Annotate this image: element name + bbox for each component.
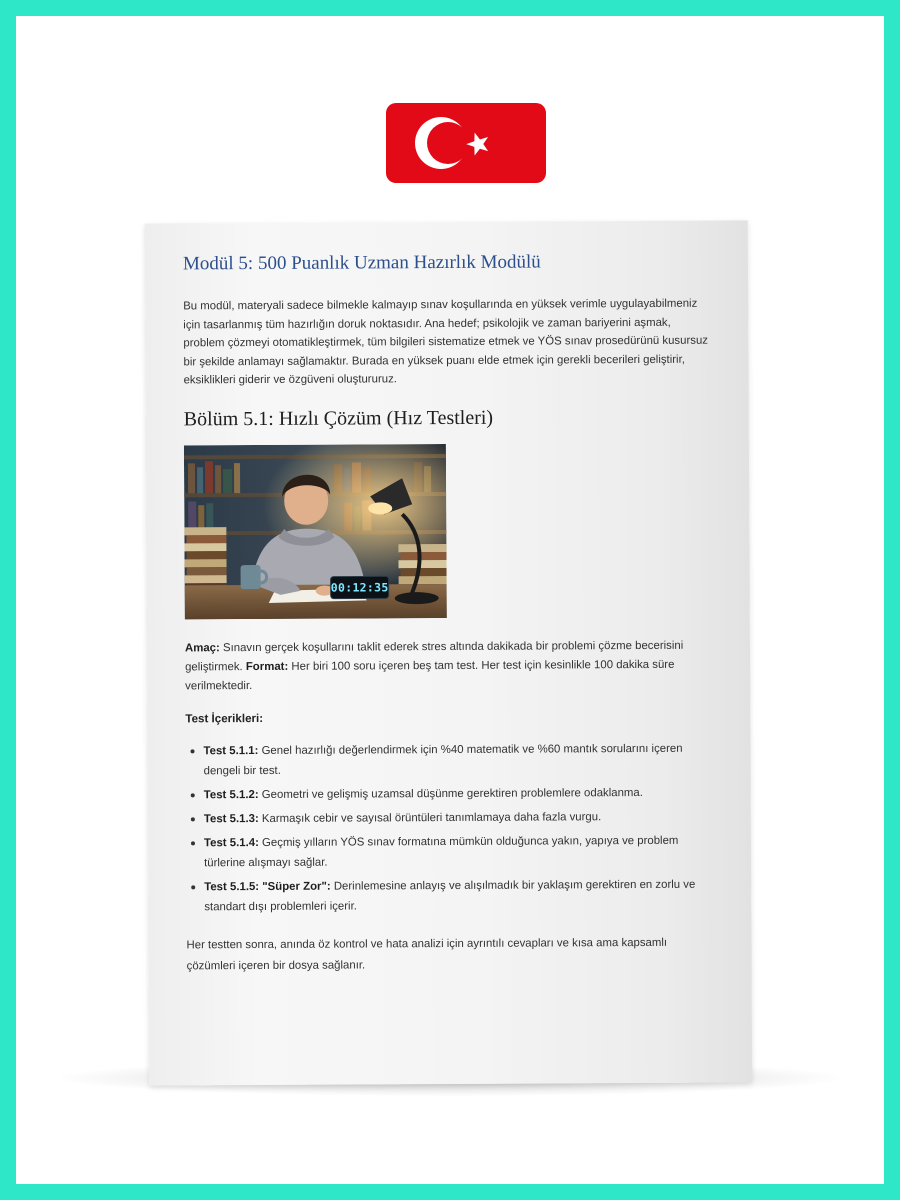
test-description: Derinlemesine anlayış ve alışılmadık bir yaklaşım gerektiren en zorlu ve standart dışı problemleri içerir.: [204, 878, 696, 913]
list-item: [186, 830, 714, 873]
digital-clock-display: 00:12:35: [330, 579, 389, 595]
test-label: Test 5.1.2:: [203, 788, 259, 801]
test-list: [185, 738, 714, 917]
test-label: Test 5.1.5: "Süper Zor":: [204, 880, 331, 893]
list-item: [186, 782, 714, 805]
module-title: Modül 5: 500 Puanlık Uzman Hazırlık Modülü: [182, 251, 541, 275]
test-contents-heading: Test İçerikleri:: [185, 711, 264, 725]
section-title: Bölüm 5.1: Hızlı Çözüm (Hız Testleri): [183, 406, 494, 430]
test-description: Karmaşık cebir ve sayısal örüntüleri tanımlamaya daha fazla vurgu.: [258, 810, 602, 825]
test-label: Test 5.1.1:: [203, 744, 259, 757]
document-page: [145, 220, 753, 1085]
test-description: Genel hazırlığı değerlendirmek için %40 matematik ve %60 mantık sorularını içeren dengeli bir test.: [203, 742, 683, 777]
intro-paragraph: Bu modül, materyali sadece bilmekle kalmayıp sınav koşullarında en yüksek verimle uygulayabilmeniz için tasarlanmış tüm hazırlığın doruk noktasıdır. Ana hedef; psikolojik ve zaman bariyerini aşmak, problem çözmeyi otomatikleştirmek, tüm bilgileri sistematize etmek ve YÖS sınav prosedürünü kusursuz bir şekilde anlamayı sağlamaktır. Burada en yüksek puanı elde etmek için gerekli becerileri geliştirir, eksiklikleri giderir ve özgüveni oluştururuz.: [183, 297, 708, 387]
student-studying-photo: [184, 444, 447, 619]
test-label: Test 5.1.4:: [203, 836, 259, 849]
goal-format-paragraph: [185, 636, 713, 696]
document-content: [183, 251, 715, 977]
list-item: [185, 738, 713, 781]
test-description: Geçmiş yılların YÖS sınav formatına mümkün olduğunca yakın, yapıya ve problem türlerine alışmayı sağlar.: [204, 834, 679, 869]
crescent-star-icon: [386, 103, 546, 183]
test-description: Geometri ve gelişmiş uzamsal düşünme gerektiren problemlere odaklanma.: [258, 786, 643, 801]
format-text: Her biri 100 soru içeren beş tam test. Her test için kesinlikle 100 dakika süre verilmektedir.: [185, 658, 675, 692]
goal-label: Amaç:: [184, 641, 220, 654]
goal-text: Sınavın gerçek koşullarını taklit ederek stres altında dakikada bir problemi çözme becerisini geliştirmek.: [185, 639, 684, 673]
format-label: Format:: [245, 660, 289, 673]
list-item: [186, 874, 714, 917]
outro-paragraph: Her testten sonra, anında öz kontrol ve hata analizi için ayrıntılı cevapları ve kısa ama kapsamlı çözümleri içeren bir dosya sağlanır.: [186, 936, 668, 972]
turkey-flag: [386, 103, 546, 183]
test-label: Test 5.1.3:: [203, 812, 259, 825]
list-item: [186, 806, 714, 829]
